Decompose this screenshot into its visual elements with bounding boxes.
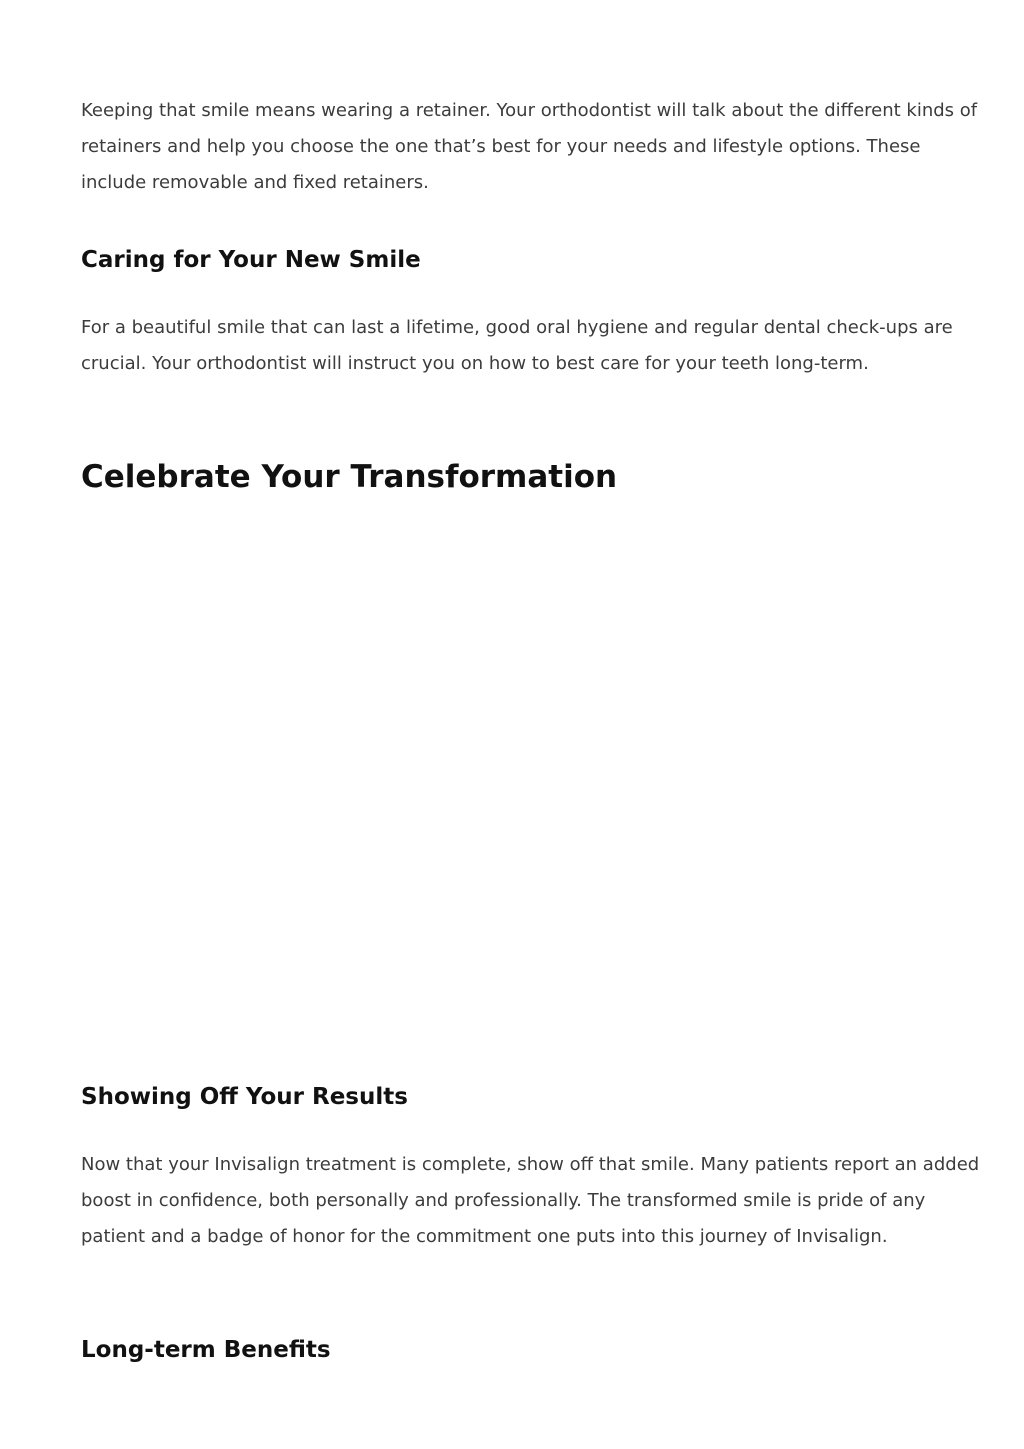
showing-paragraph: Now that your Invisalign treatment is complete, show off that smile. Many patients report an added boost in confidence, both personally and professionally. The transformed smile is pride of any patient and a badge of honor for the commitment one puts into this journey of Invisalign. xyxy=(81,1154,980,1247)
caring-paragraph: For a beautiful smile that can last a lifetime, good oral hygiene and regular dental check-ups are crucial. Your orthodontist will instruct you on how to best care for your teeth long-term. xyxy=(81,317,953,374)
blank-image-area xyxy=(81,520,971,1060)
benefits-heading: Long-term Benefits xyxy=(81,1337,331,1363)
celebrate-heading: Celebrate Your Transformation xyxy=(81,459,618,495)
retainer-paragraph: Keeping that smile means wearing a retainer. Your orthodontist will talk about the different kinds of retainers and help you choose the one that’s best for your needs and lifestyle options. These include removable and fixed retainers. xyxy=(81,100,978,193)
showing-heading: Showing Off Your Results xyxy=(81,1084,408,1110)
caring-heading: Caring for Your New Smile xyxy=(81,247,421,273)
